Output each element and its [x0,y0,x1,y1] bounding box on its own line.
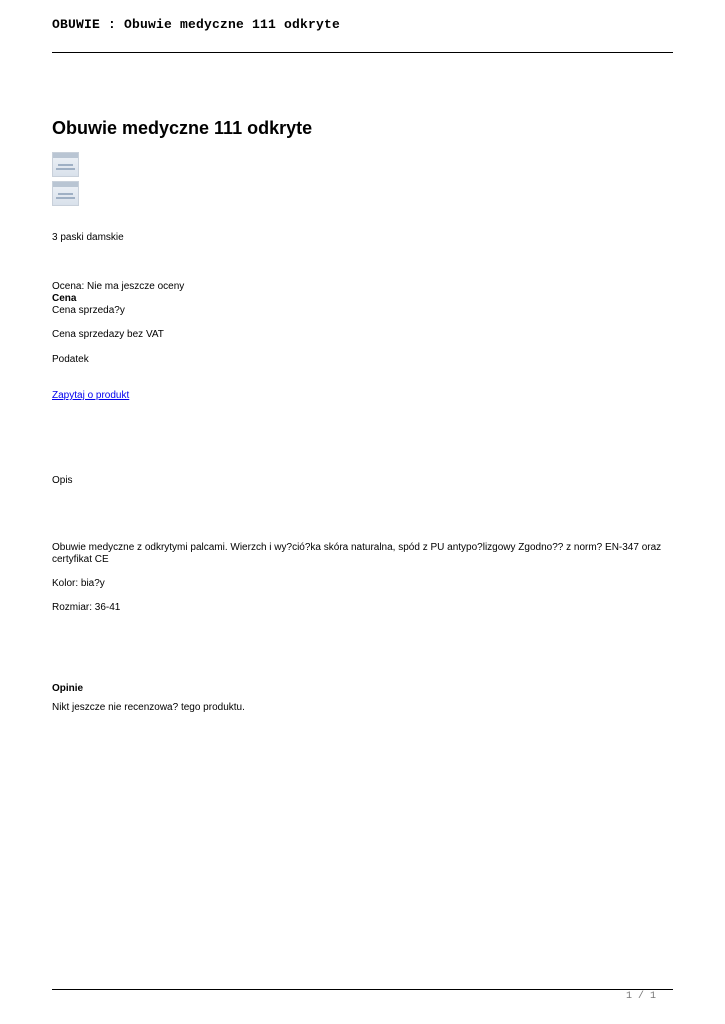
price-heading: Cena [52,293,77,304]
footer-divider [52,989,673,990]
color-info: Kolor: bia?y [52,578,105,589]
product-title: Obuwie medyczne 111 odkryte [52,118,313,138]
reviews-heading: Opinie [52,683,84,694]
short-description: 3 paski damskie [52,232,124,243]
page-header [52,16,673,53]
reviews-text: Nikt jeszcze nie recenzowa? tego produktu. [52,702,245,713]
price-net-label: Cena sprzedazy bez VAT [52,329,164,340]
header-title: OBUWIE : Obuwie medyczne 111 odkryte [52,17,341,32]
product-image-placeholder-icon[interactable] [52,152,79,177]
product-image-placeholder-icon[interactable] [52,181,79,206]
description-text: Obuwie medyczne z odkrytymi palcami. Wierzch i wy?ció?ka skóra naturalna, spód z PU antypo?lizgowy Zgodno?? z norm? EN-347 oraz certyfikat CE [52,542,662,565]
price-sale-label: Cena sprzeda?y [52,305,125,316]
page-number: 1 / 1 [626,991,657,1002]
description-heading: Opis [52,475,73,486]
size-info: Rozmiar: 36-41 [52,602,121,613]
ask-about-product-link[interactable]: Zapytaj o produkt [52,390,130,401]
rating-text: Ocena: Nie ma jeszcze oceny [52,281,185,292]
tax-label: Podatek [52,354,89,365]
